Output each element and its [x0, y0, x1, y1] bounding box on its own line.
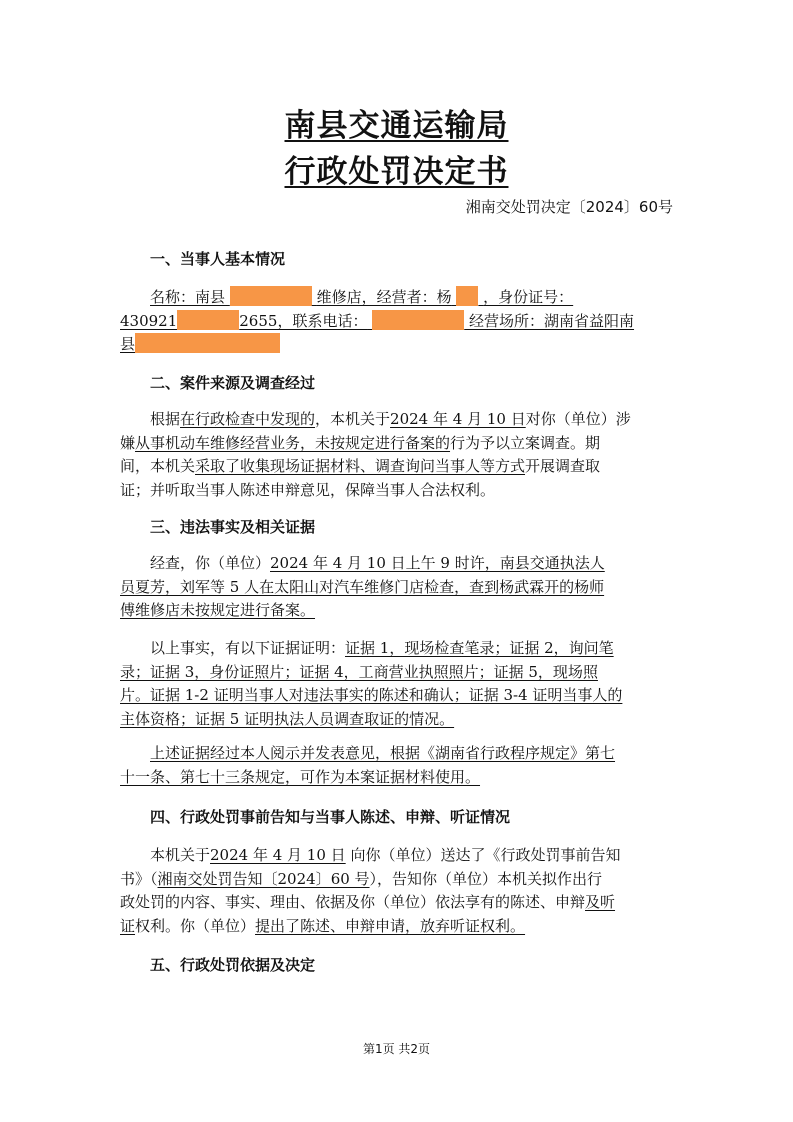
text-segment: ），告知你（单位）本机关拟作出行 [369, 869, 603, 888]
text-segment: 从事机动车维修经营业务，未按规定进行备案的 [135, 433, 451, 452]
redaction-address [135, 333, 280, 353]
text-line: 证；并听取当事人陈述申辩意见，保障当事人合法权利。 [120, 480, 496, 499]
text-segment: 开展调查取 [525, 457, 601, 475]
text-line: 录；证据 3，身份证照片；证据 4，工商营业执照照片；证据 5，现场照 [120, 662, 598, 681]
text-segment: 行为予以立案调查。期 [450, 433, 601, 452]
text-line: 员夏芳，刘军等 5 人在太阳山对汽车维修门店检查，查到杨武霖开的杨师 [120, 577, 605, 596]
text-line: 十一条、第七十三条规定，可作为本案证据材料使用。 [120, 767, 481, 786]
text-segment: 政处罚的内容、事实、理由、依据及你（单位）依法享有的陈述、申辩 [120, 893, 586, 911]
text-segment: 及听 [585, 893, 616, 911]
text-segment: 间，本机关 [120, 457, 196, 475]
prior-notice-paragraph [120, 844, 672, 938]
text-line: 主体资格；证据 5 证明执法人员调查取证的情况。 [120, 709, 455, 728]
text-segment: 提出了陈述、申辩申请，放弃听证权利。 [255, 916, 526, 935]
redaction-shop-name [230, 286, 312, 306]
violation-facts-paragraph [120, 552, 672, 623]
text-segment: 权利。你（单位） [135, 916, 256, 935]
page-footer: 第1页 共2页 [362, 1042, 431, 1056]
text-segment: 2024 年 4 月 10 日上午 9 时许，南县交通执法人 [270, 554, 605, 572]
text-segment: 证 [120, 916, 136, 935]
text-segment: 嫌 [120, 433, 136, 452]
section-heading-party-info: 一、当事人基本情况 [150, 250, 286, 268]
evidence-paragraph [120, 637, 672, 731]
party-id-start: 430921 [120, 311, 178, 330]
text-segment: 采取了收集现场证据材料、调查询问当事人等方式 [195, 457, 526, 475]
text-segment: 经查，你（单位） [150, 554, 271, 572]
party-name-mid: 维修店，经营者：杨 [316, 288, 452, 306]
party-name-prefix: 名称：南县 [150, 288, 226, 306]
text-segment: 在行政检查中发现的 [180, 410, 316, 428]
party-address-cont: 县 [120, 335, 136, 353]
notice-number: 湘南交处罚告知〔2024〕60 号 [157, 869, 370, 888]
text-segment: 本机关于 [150, 846, 211, 864]
document-number: 湘南交处罚决定〔2024〕60号 [465, 198, 673, 216]
text-line: 上述证据经过本人阅示并发表意见，根据《湖南省行政程序规定》第七 [150, 744, 616, 762]
evidence-statement-paragraph [120, 742, 672, 789]
party-id-end: 2655，联系电话： [239, 311, 368, 330]
text-segment: 书》（ [120, 869, 158, 888]
text-segment: 证据 1，现场检查笔录；证据 2，询问笔 [345, 639, 614, 657]
text-segment: 以上事实，有以下证据证明： [150, 639, 346, 657]
section-heading-case-source: 二、案件来源及调查经过 [150, 374, 316, 392]
party-info-paragraph [120, 286, 672, 357]
section-heading-prior-notice: 四、行政处罚事前告知与当事人陈述、申辩、听证情况 [150, 808, 511, 826]
party-id-label: ，身份证号： [483, 288, 574, 306]
case-date: 2024 年 4 月 10 日 [390, 410, 526, 428]
redaction-operator-name [456, 286, 478, 306]
document-title-agency: 南县交通运输局 [284, 108, 509, 144]
text-line: 傅维修店未按规定进行备案。 [120, 601, 316, 619]
document-title-type: 行政处罚决定书 [284, 154, 509, 190]
text-line: 片。证据 1-2 证明当事人对违法事实的陈述和确认；证据 3-4 证明当事人的 [120, 686, 623, 704]
case-source-paragraph [120, 408, 672, 502]
redaction-phone-number [372, 310, 464, 330]
party-address-label: 经营场所：湖南省益阳南 [469, 311, 635, 330]
text-segment: 向你（单位）送达了《行政处罚事前告知 [350, 846, 621, 864]
text-segment: ，本机关于 [315, 410, 391, 428]
section-heading-penalty-decision: 五、行政处罚依据及决定 [150, 956, 316, 974]
section-heading-violation-facts: 三、违法事实及相关证据 [150, 518, 316, 536]
redaction-id-number [177, 310, 239, 330]
text-segment: 根据 [150, 410, 181, 428]
text-segment: 对你（单位）涉 [525, 410, 631, 428]
notice-date: 2024 年 4 月 10 日 [210, 846, 346, 864]
